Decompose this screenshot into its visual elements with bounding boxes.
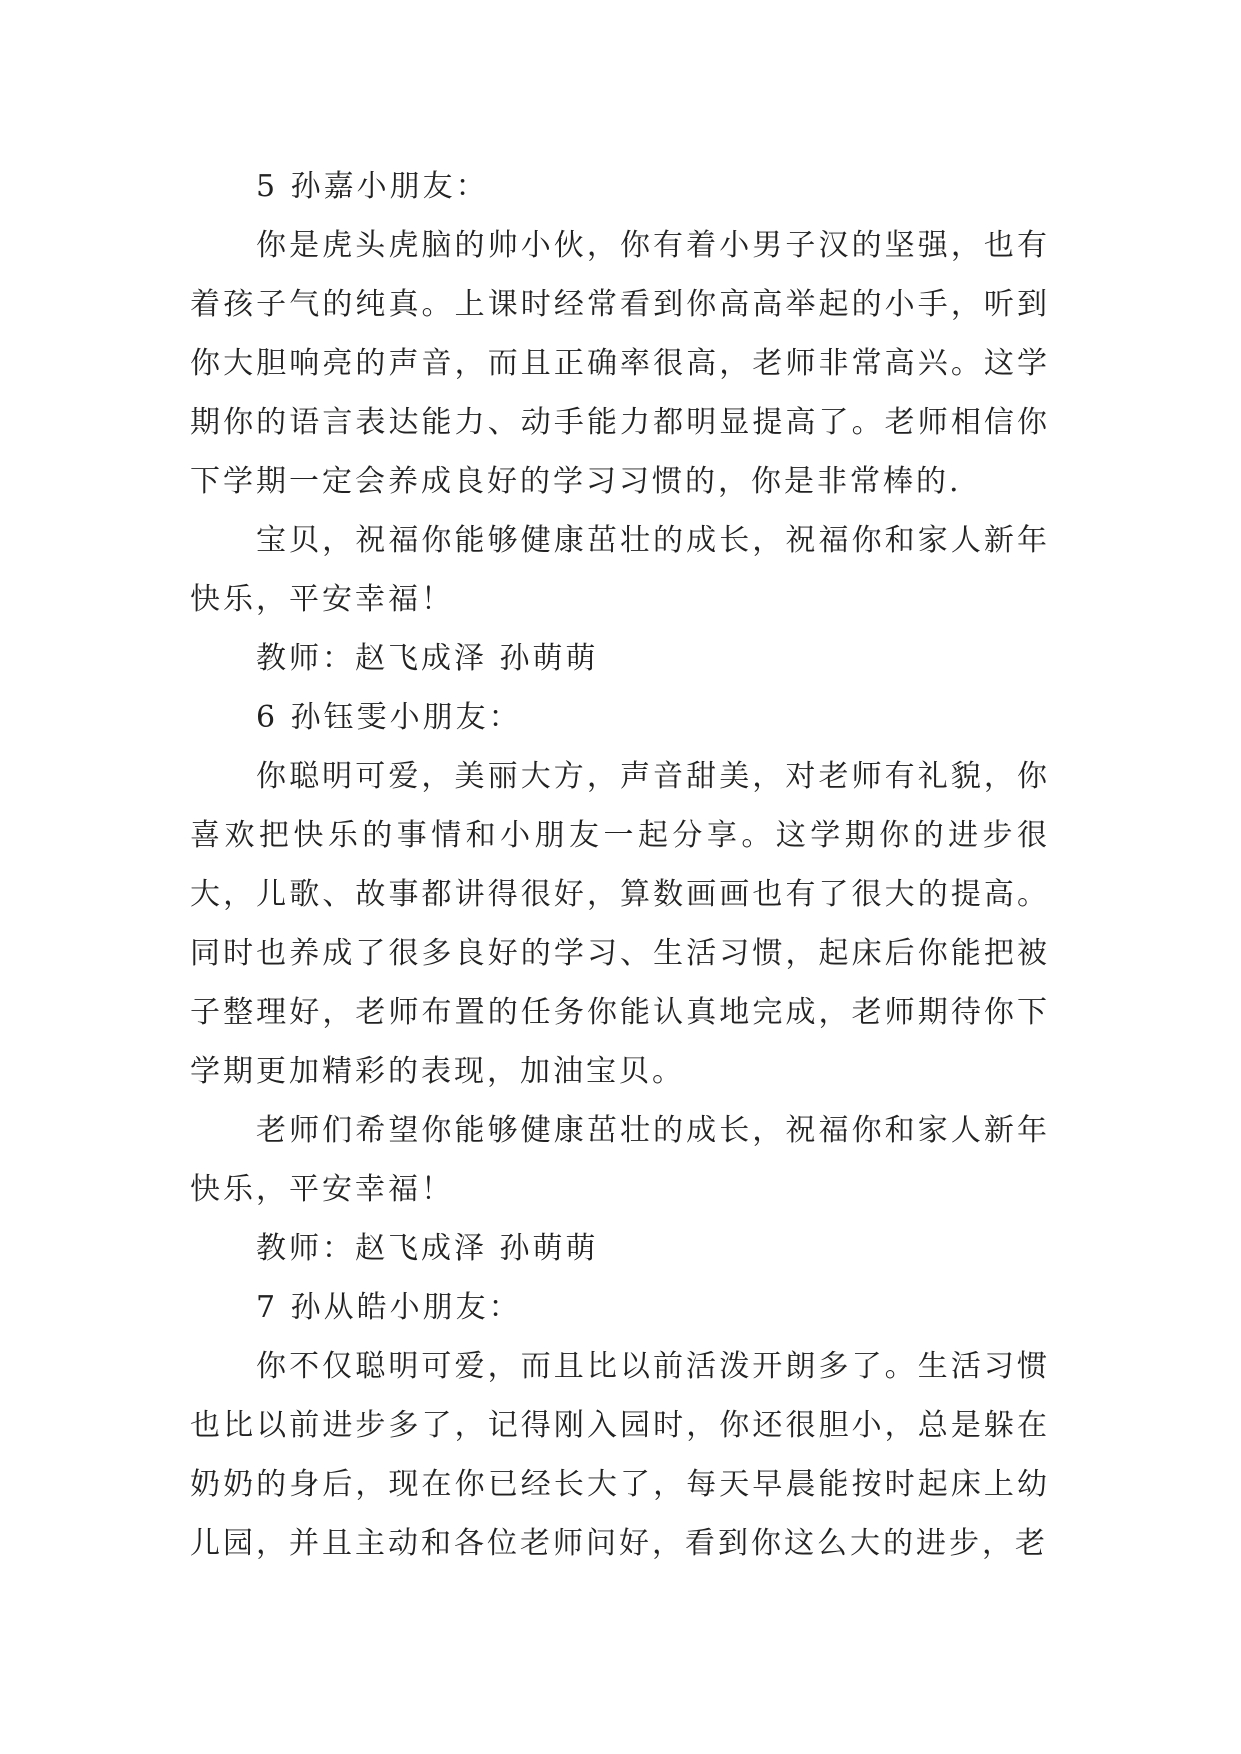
blessing-paragraph: 宝贝，祝福你能够健康茁壮的成长，祝福你和家人新年快乐，平安幸福！ xyxy=(190,523,1050,617)
student-heading-6: 6 孙钰雯小朋友： xyxy=(256,700,522,735)
blessing-paragraph: 老师们希望你能够健康茁壮的成长，祝福你和家人新年快乐，平安幸福！ xyxy=(190,1113,1050,1207)
document-body xyxy=(190,157,1050,1573)
comment-paragraph: 你是虎头虎脑的帅小伙，你有着小男子汉的坚强，也有着孩子气的纯真。上课时经常看到你高高举起的小手，听到你大胆响亮的声音，而且正确率很高，老师非常高兴。这学期你的语言表达能力、动手能力都明显提高了。老师相信你下学期一定会养成良好的学习习惯的，你是非常棒的. xyxy=(190,228,1050,499)
student-heading-5: 5 孙嘉小朋友： xyxy=(256,169,489,204)
teacher-signature: 教师：赵飞成泽 孙萌萌 xyxy=(256,641,599,676)
comment-paragraph: 你不仅聪明可爱，而且比以前活泼开朗多了。生活习惯也比以前进步多了，记得刚入园时，你还很胆小，总是躲在奶奶的身后，现在你已经长大了，每天早晨能按时起床上幼儿园，并且主动和各位老师问好，看到你这么大的进步，老 xyxy=(190,1349,1050,1561)
teacher-signature: 教师：赵飞成泽 孙萌萌 xyxy=(256,1231,599,1266)
comment-paragraph: 你聪明可爱，美丽大方，声音甜美，对老师有礼貌，你喜欢把快乐的事情和小朋友一起分享。这学期你的进步很大，儿歌、故事都讲得很好，算数画画也有了很大的提高。同时也养成了很多良好的学习、生活习惯，起床后你能把被子整理好，老师布置的任务你能认真地完成，老师期待你下学期更加精彩的表现，加油宝贝。 xyxy=(190,759,1050,1089)
student-heading-7: 7 孙从皓小朋友： xyxy=(256,1290,522,1325)
